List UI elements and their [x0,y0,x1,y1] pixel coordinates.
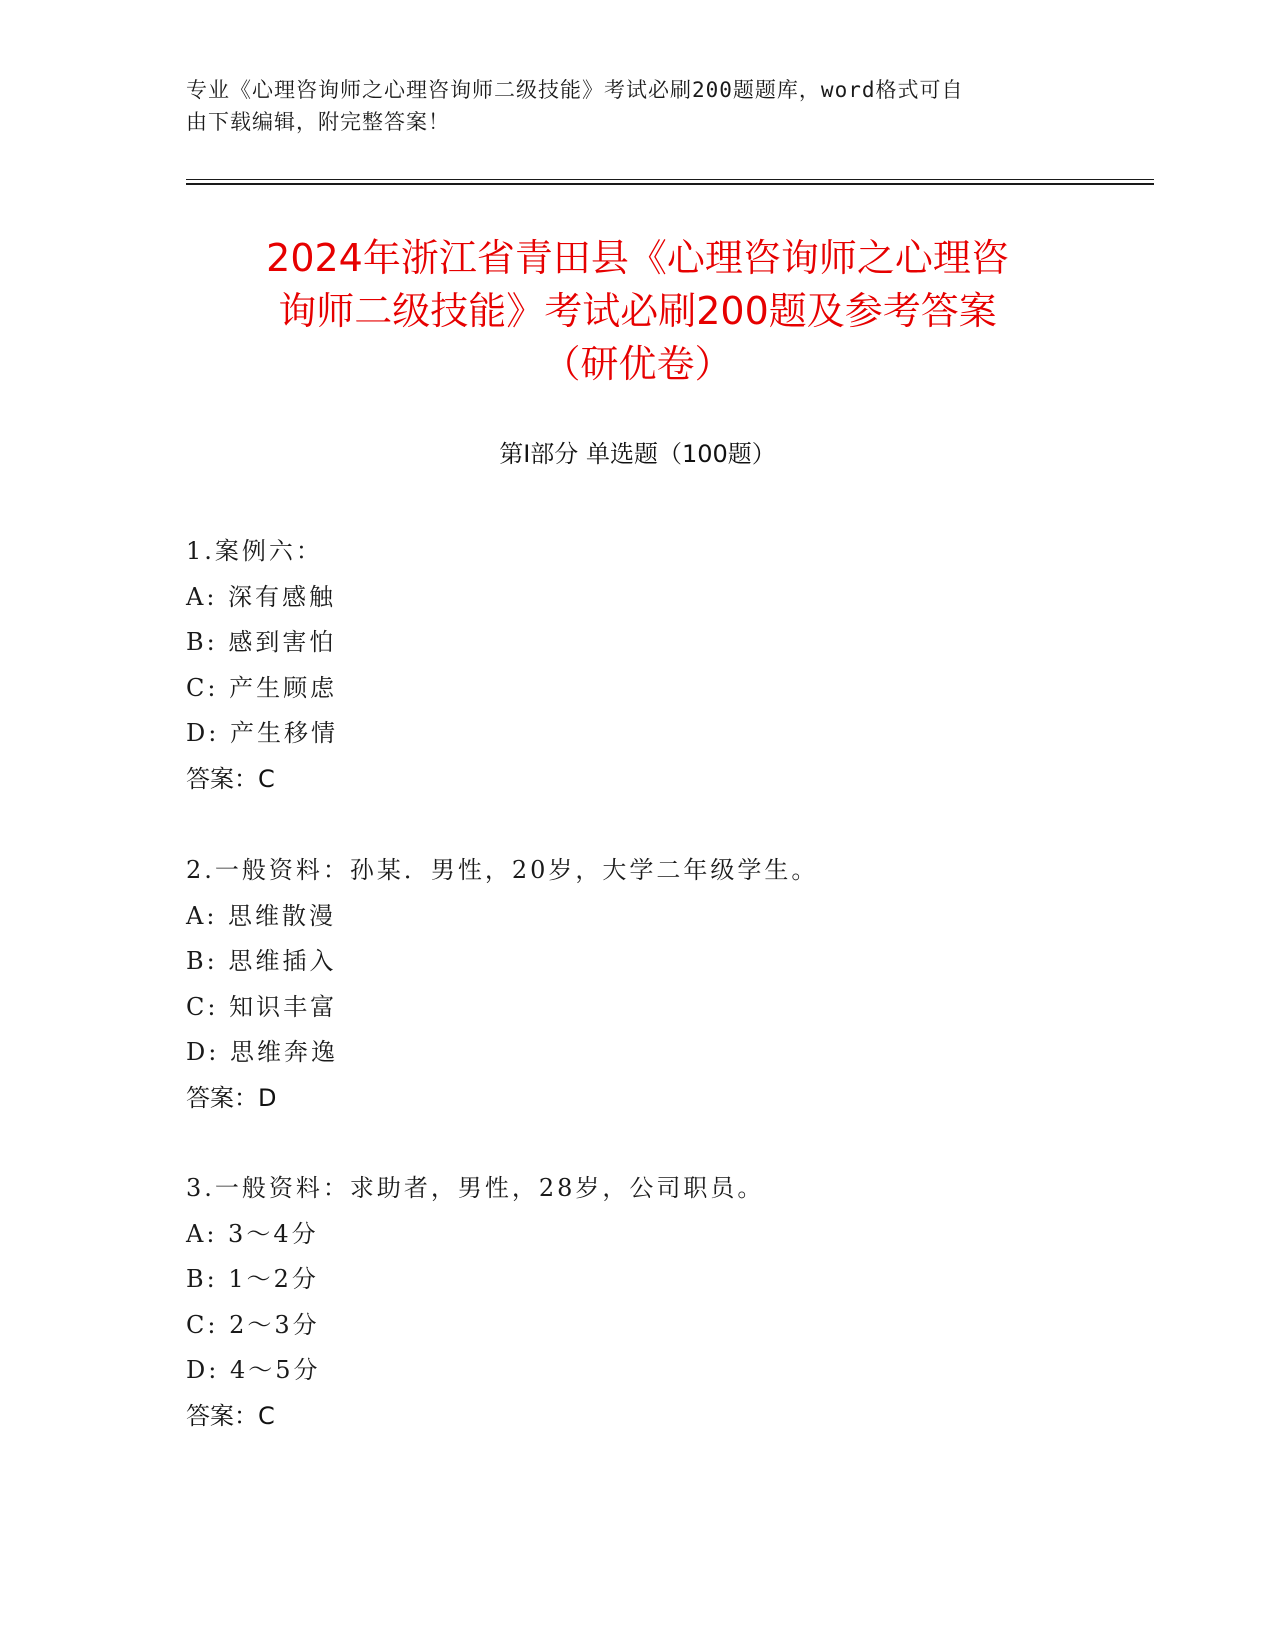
option-b: B: 感到害怕 [186,628,337,656]
header-divider-thin [186,179,1154,180]
option-b: B: 思维插入 [186,947,337,975]
question-stem: 1.案例六： [186,537,323,565]
option-c: C: 知识丰富 [186,992,338,1021]
header-divider-thick [186,183,1154,185]
question-stem: 2.一般资料：孙某．男性，20岁，大学二年级学生。 [186,856,819,884]
document-title-line1: 2024年浙江省青田县《心理咨询师之心理咨 [266,236,1009,280]
option-b: B: 1～2分 [186,1265,319,1293]
header-note [186,74,1066,138]
document-title-line2: 询师二级技能》考试必刷200题及参考答案 [278,289,997,333]
option-a: A: 深有感触 [186,582,337,611]
option-c: C: 2～3分 [186,1310,320,1339]
answer-line: 答案：C [186,764,275,793]
option-d: D: 产生移情 [186,719,338,747]
option-c: C: 产生顾虑 [186,673,338,702]
question-stem: 3.一般资料：求助者，男性，28岁，公司职员。 [186,1174,765,1202]
option-a: A: 思维散漫 [186,901,337,930]
answer-line: 答案：C [186,1401,275,1430]
option-d: D: 4～5分 [186,1356,321,1384]
document-title [150,232,1125,391]
option-a: A: 3～4分 [186,1219,319,1248]
document-title-line3: （研优卷） [542,342,733,386]
header-note-line2: 由下载编辑，附完整答案！ [186,110,450,134]
option-d: D: 思维奔逸 [186,1038,338,1066]
question-item [186,1166,1086,1439]
question-item [186,529,1086,802]
question-item [186,848,1086,1121]
header-note-line1: 专业《心理咨询师之心理咨询师二级技能》考试必刷200题题库，word格式可自 [186,78,964,102]
answer-line: 答案：D [186,1083,277,1112]
section-title: 第Ⅰ部分 单选题（100题） [499,440,776,468]
